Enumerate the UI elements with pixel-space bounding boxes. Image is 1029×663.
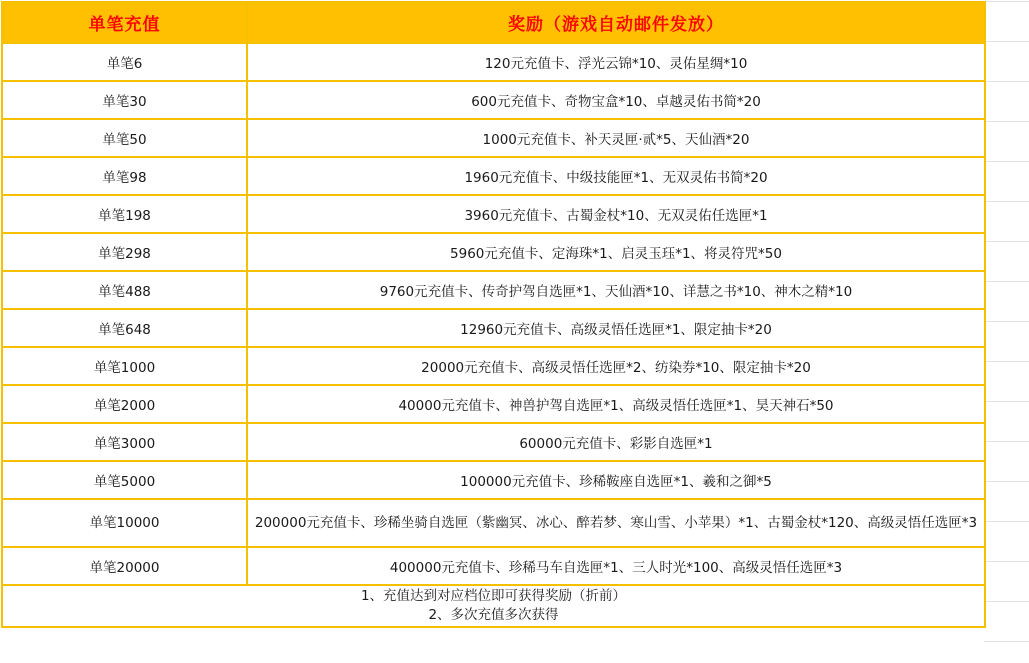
table-row bbox=[2, 347, 985, 385]
header-row bbox=[2, 2, 985, 43]
table-row bbox=[2, 233, 985, 271]
reward-cell[interactable]: 100000元充值卡、珍稀鞍座自选匣*1、羲和之御*5 bbox=[247, 461, 985, 499]
note-line: 1、充值达到对应档位即可获得奖励（折前） bbox=[360, 588, 627, 604]
amount-cell[interactable]: 单笔198 bbox=[2, 195, 247, 233]
reward-cell[interactable]: 5960元充值卡、定海珠*1、启灵玉珏*1、将灵符咒*50 bbox=[247, 233, 985, 271]
table-row bbox=[2, 499, 985, 547]
amount-cell[interactable]: 单笔298 bbox=[2, 233, 247, 271]
note-line: 2、多次充值多次获得 bbox=[428, 607, 559, 623]
reward-cell[interactable]: 1960元充值卡、中级技能匣*1、无双灵佑书简*20 bbox=[247, 157, 985, 195]
reward-cell[interactable]: 60000元充值卡、彩影自选匣*1 bbox=[247, 423, 985, 461]
amount-cell[interactable]: 单笔20000 bbox=[2, 547, 247, 585]
amount-cell[interactable]: 单笔488 bbox=[2, 271, 247, 309]
reward-cell[interactable]: 120元充值卡、浮光云锦*10、灵佑星绸*10 bbox=[247, 43, 985, 81]
table-row bbox=[2, 385, 985, 423]
sheet-gridlines bbox=[984, 0, 1029, 663]
notes-row bbox=[2, 585, 985, 627]
amount-cell[interactable]: 单笔10000 bbox=[2, 499, 247, 547]
reward-cell[interactable]: 12960元充值卡、高级灵悟任选匣*1、限定抽卡*20 bbox=[247, 309, 985, 347]
amount-cell[interactable]: 单笔5000 bbox=[2, 461, 247, 499]
reward-cell[interactable]: 1000元充值卡、补天灵匣·贰*5、天仙酒*20 bbox=[247, 119, 985, 157]
header-reward[interactable]: 奖励（游戏自动邮件发放） bbox=[247, 2, 985, 43]
header-amount[interactable]: 单笔充值 bbox=[2, 2, 247, 43]
table-row bbox=[2, 81, 985, 119]
reward-cell[interactable]: 9760元充值卡、传奇护驾自选匣*1、天仙酒*10、详慧之书*10、神木之精*10 bbox=[247, 271, 985, 309]
reward-cell[interactable]: 40000元充值卡、神兽护驾自选匣*1、高级灵悟任选匣*1、昊天神石*50 bbox=[247, 385, 985, 423]
amount-cell[interactable]: 单笔648 bbox=[2, 309, 247, 347]
table-row bbox=[2, 157, 985, 195]
table-row bbox=[2, 119, 985, 157]
reward-cell[interactable]: 200000元充值卡、珍稀坐骑自选匣（紫幽冥、冰心、醉若梦、寒山雪、小苹果）*1、古蜀金杖*120、高级灵悟任选匣*3 bbox=[247, 499, 985, 547]
table-row bbox=[2, 547, 985, 585]
table-row bbox=[2, 271, 985, 309]
table-row bbox=[2, 423, 985, 461]
amount-cell[interactable]: 单笔2000 bbox=[2, 385, 247, 423]
recharge-reward-table bbox=[1, 1, 986, 628]
reward-cell[interactable]: 400000元充值卡、珍稀马车自选匣*1、三人时光*100、高级灵悟任选匣*3 bbox=[247, 547, 985, 585]
notes-cell[interactable] bbox=[2, 585, 985, 627]
table-row bbox=[2, 461, 985, 499]
table-row bbox=[2, 195, 985, 233]
amount-cell[interactable]: 单笔98 bbox=[2, 157, 247, 195]
table-row bbox=[2, 43, 985, 81]
amount-cell[interactable]: 单笔30 bbox=[2, 81, 247, 119]
table-row bbox=[2, 309, 985, 347]
amount-cell[interactable]: 单笔1000 bbox=[2, 347, 247, 385]
reward-cell[interactable]: 3960元充值卡、古蜀金杖*10、无双灵佑任选匣*1 bbox=[247, 195, 985, 233]
amount-cell[interactable]: 单笔3000 bbox=[2, 423, 247, 461]
amount-cell[interactable]: 单笔50 bbox=[2, 119, 247, 157]
reward-cell[interactable]: 600元充值卡、奇物宝盒*10、卓越灵佑书简*20 bbox=[247, 81, 985, 119]
reward-cell[interactable]: 20000元充值卡、高级灵悟任选匣*2、纺染券*10、限定抽卡*20 bbox=[247, 347, 985, 385]
amount-cell[interactable]: 单笔6 bbox=[2, 43, 247, 81]
